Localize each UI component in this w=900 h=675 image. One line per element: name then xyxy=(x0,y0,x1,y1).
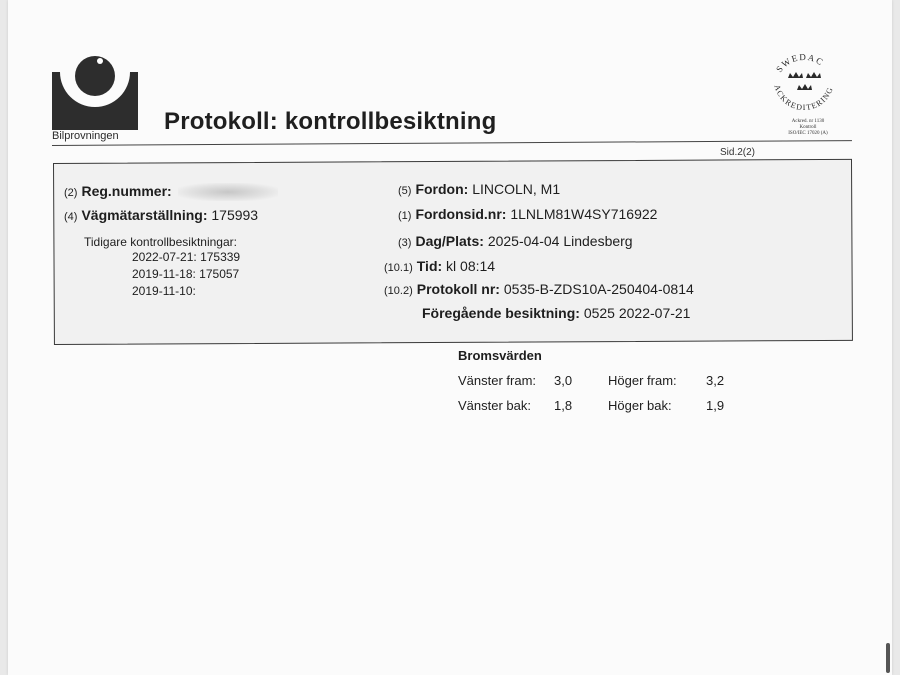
vehicle-id-field: (1) Fordonsid.nr: 1LNLM81W4SY716922 xyxy=(398,206,658,222)
brand-name: Bilprovningen xyxy=(52,130,119,142)
swedac-seal-logo xyxy=(768,50,840,122)
bilprovningen-logo xyxy=(52,56,138,130)
redacted-value xyxy=(178,183,278,201)
vehicle-model-field: (5) Fordon: LINCOLN, M1 xyxy=(398,181,561,197)
reg-number-field: (2) Reg.nummer: xyxy=(64,183,278,201)
previous-inspection-row: 2019-11-10: xyxy=(132,284,196,298)
previous-inspections-label: Tidigare kontrollbesiktningar: xyxy=(84,235,237,249)
date-place-field: (3) Dag/Plats: 2025-04-04 Lindesberg xyxy=(398,233,633,249)
page-number: Sid.2(2) xyxy=(720,147,756,158)
scrollbar-thumb[interactable] xyxy=(886,643,890,673)
brake-values-title: Bromsvärden xyxy=(458,348,542,363)
accreditation-note: Ackred. nr 1130 Kontroll ISO/IEC 17020 (A) xyxy=(788,119,828,136)
brake-row-front: Vänster fram: 3,0 Höger fram: 3,2 xyxy=(458,373,725,388)
brake-row-rear: Vänster bak: 1,8 Höger bak: 1,9 xyxy=(458,398,725,413)
odometer-field: (4) Vägmätarställning: 175993 xyxy=(64,207,259,223)
time-field: (10.1) Tid: kl 08:14 xyxy=(384,258,496,274)
svg-text:ACKREDITERING: ACKREDITERING xyxy=(772,83,836,113)
svg-text:SWEDAC: SWEDAC xyxy=(773,51,826,75)
previous-inspection-field: Föregående besiktning: 0525 2022-07-21 xyxy=(422,305,691,321)
protocol-number-field: (10.2) Protokoll nr: 0535-B-ZDS10A-250404-0814 xyxy=(384,281,694,297)
page-title: Protokoll: kontrollbesiktning xyxy=(164,108,497,135)
previous-inspection-row: 2022-07-21: 175339 xyxy=(132,250,241,264)
previous-inspection-row: 2019-11-18: 175057 xyxy=(132,267,240,281)
